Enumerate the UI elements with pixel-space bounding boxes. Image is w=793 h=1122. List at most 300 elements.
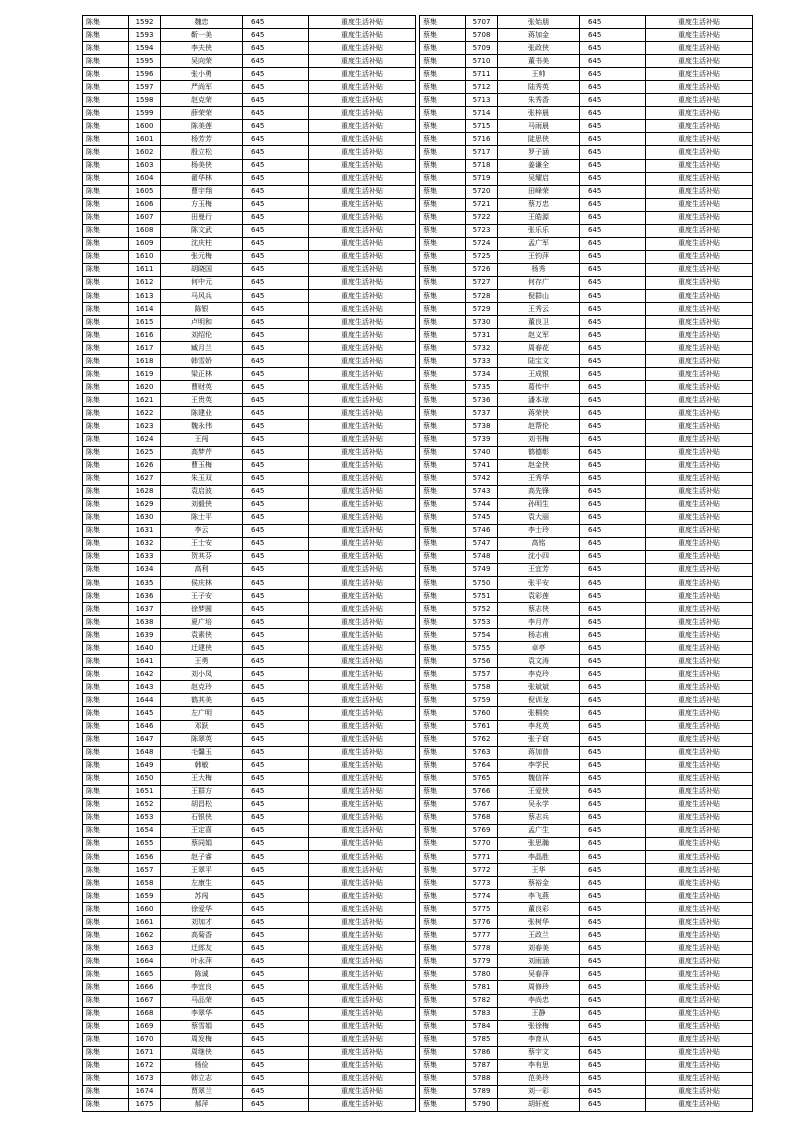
name-cell: 倪训龙: [498, 694, 580, 707]
table-row: [420, 577, 753, 590]
amount-cell: 645: [243, 524, 309, 537]
table-row: [83, 681, 416, 694]
table-row: [83, 616, 416, 629]
subsidy-type-cell: 重度生活补贴: [309, 250, 416, 263]
town-cell: 陈集: [83, 446, 129, 459]
id-cell: 5761: [466, 720, 498, 733]
table-row: [83, 864, 416, 877]
name-cell: 周修玲: [498, 981, 580, 994]
name-cell: 罗子涵: [498, 146, 580, 159]
subsidy-type-cell: 重度生活补贴: [646, 642, 753, 655]
town-cell: 蔡集: [420, 433, 466, 446]
subsidy-type-cell: 重度生活补贴: [646, 342, 753, 355]
amount-cell: 645: [580, 342, 646, 355]
amount-cell: 645: [580, 537, 646, 550]
town-cell: 陈集: [83, 263, 129, 276]
table-row: [420, 642, 753, 655]
table-row: [83, 1059, 416, 1072]
town-cell: 陈集: [83, 68, 129, 81]
name-cell: 赵帮伦: [498, 420, 580, 433]
table-row: [83, 237, 416, 250]
table-row: [83, 289, 416, 302]
amount-cell: 645: [243, 824, 309, 837]
id-cell: 5711: [466, 68, 498, 81]
amount-cell: 645: [580, 707, 646, 720]
amount-cell: 645: [580, 681, 646, 694]
town-cell: 陈集: [83, 537, 129, 550]
subsidy-type-cell: 重度生活补贴: [309, 511, 416, 524]
town-cell: 陈集: [83, 42, 129, 55]
name-cell: 王钧萍: [498, 250, 580, 263]
id-cell: 5787: [466, 1059, 498, 1072]
subsidy-type-cell: 重度生活补贴: [646, 329, 753, 342]
subsidy-type-cell: 重度生活补贴: [646, 381, 753, 394]
table-row: [83, 68, 416, 81]
amount-cell: 645: [243, 1098, 309, 1111]
town-cell: 陈集: [83, 524, 129, 537]
town-cell: 陈集: [83, 133, 129, 146]
subsidy-type-cell: 重度生活补贴: [646, 433, 753, 446]
amount-cell: 645: [243, 616, 309, 629]
id-cell: 5742: [466, 472, 498, 485]
table-row: [83, 955, 416, 968]
town-cell: 蔡集: [420, 120, 466, 133]
amount-cell: 645: [243, 459, 309, 472]
id-cell: 5750: [466, 577, 498, 590]
subsidy-type-cell: 重度生活补贴: [309, 903, 416, 916]
subsidy-type-cell: 重度生活补贴: [646, 785, 753, 798]
table-row: [420, 498, 753, 511]
amount-cell: 645: [243, 537, 309, 550]
name-cell: 陈美莲: [161, 120, 243, 133]
id-cell: 1663: [129, 942, 161, 955]
table-row: [420, 303, 753, 316]
town-cell: 蔡集: [420, 681, 466, 694]
subsidy-type-cell: 重度生活补贴: [309, 1033, 416, 1046]
town-cell: 蔡集: [420, 629, 466, 642]
amount-cell: 645: [580, 577, 646, 590]
name-cell: 李月芹: [498, 616, 580, 629]
name-cell: 薛荣荣: [161, 107, 243, 120]
table-row: [420, 250, 753, 263]
table-row: [420, 942, 753, 955]
table-row: [83, 733, 416, 746]
town-cell: 陈集: [83, 629, 129, 642]
id-cell: 5709: [466, 42, 498, 55]
town-cell: 蔡集: [420, 1085, 466, 1098]
subsidy-type-cell: 重度生活补贴: [646, 133, 753, 146]
name-cell: 靳一美: [161, 29, 243, 42]
id-cell: 5715: [466, 120, 498, 133]
table-row: [420, 1033, 753, 1046]
town-cell: 蔡集: [420, 577, 466, 590]
name-cell: 左广明: [161, 707, 243, 720]
name-cell: 袁启波: [161, 485, 243, 498]
table-row: [83, 968, 416, 981]
name-cell: 王士安: [161, 537, 243, 550]
id-cell: 1661: [129, 916, 161, 929]
table-row: [420, 733, 753, 746]
table-row: [83, 250, 416, 263]
id-cell: 1621: [129, 394, 161, 407]
id-cell: 5740: [466, 446, 498, 459]
id-cell: 1653: [129, 811, 161, 824]
id-cell: 1611: [129, 263, 161, 276]
name-cell: 杨芳芳: [161, 133, 243, 146]
subsidy-type-cell: 重度生活补贴: [646, 563, 753, 576]
table-row: [83, 694, 416, 707]
town-cell: 蔡集: [420, 837, 466, 850]
subsidy-type-cell: 重度生活补贴: [646, 68, 753, 81]
amount-cell: 645: [243, 355, 309, 368]
subsidy-type-cell: 重度生活补贴: [309, 668, 416, 681]
name-cell: 倪群山: [498, 289, 580, 302]
id-cell: 5772: [466, 864, 498, 877]
id-cell: 5716: [466, 133, 498, 146]
id-cell: 5767: [466, 798, 498, 811]
name-cell: 张始朋: [498, 16, 580, 29]
town-cell: 陈集: [83, 864, 129, 877]
amount-cell: 645: [243, 250, 309, 263]
subsidy-type-cell: 重度生活补贴: [646, 420, 753, 433]
amount-cell: 645: [580, 224, 646, 237]
id-cell: 5748: [466, 550, 498, 563]
amount-cell: 645: [580, 42, 646, 55]
name-cell: 李尚忠: [498, 994, 580, 1007]
subsidy-type-cell: 重度生活补贴: [646, 524, 753, 537]
name-cell: 吴耀启: [498, 172, 580, 185]
id-cell: 1597: [129, 81, 161, 94]
town-cell: 陈集: [83, 668, 129, 681]
id-cell: 5741: [466, 459, 498, 472]
id-cell: 1602: [129, 146, 161, 159]
town-cell: 陈集: [83, 1085, 129, 1098]
id-cell: 5713: [466, 94, 498, 107]
table-row: [420, 772, 753, 785]
subsidy-type-cell: 重度生活补贴: [646, 1059, 753, 1072]
subsidy-type-cell: 重度生活补贴: [646, 550, 753, 563]
subsidy-type-cell: 重度生活补贴: [646, 577, 753, 590]
town-cell: 蔡集: [420, 1072, 466, 1085]
subsidy-type-cell: 重度生活补贴: [646, 929, 753, 942]
town-cell: 陈集: [83, 120, 129, 133]
name-cell: 王贵英: [161, 394, 243, 407]
amount-cell: 645: [580, 407, 646, 420]
id-cell: 1654: [129, 824, 161, 837]
id-cell: 5773: [466, 877, 498, 890]
table-row: [420, 668, 753, 681]
amount-cell: 645: [243, 211, 309, 224]
id-cell: 1609: [129, 237, 161, 250]
amount-cell: 645: [243, 420, 309, 433]
name-cell: 吴永学: [498, 798, 580, 811]
table-row: [83, 1098, 416, 1111]
id-cell: 5781: [466, 981, 498, 994]
table-row: [83, 29, 416, 42]
town-cell: 陈集: [83, 616, 129, 629]
name-cell: 韩敏: [161, 759, 243, 772]
subsidy-type-cell: 重度生活补贴: [646, 864, 753, 877]
town-cell: 陈集: [83, 316, 129, 329]
table-row: [420, 472, 753, 485]
table-row: [83, 459, 416, 472]
amount-cell: 645: [243, 329, 309, 342]
town-cell: 陈集: [83, 185, 129, 198]
subsidy-type-cell: 重度生活补贴: [309, 1098, 416, 1111]
town-cell: 蔡集: [420, 29, 466, 42]
table-row: [83, 916, 416, 929]
amount-cell: 645: [243, 68, 309, 81]
amount-cell: 645: [243, 955, 309, 968]
id-cell: 1595: [129, 55, 161, 68]
table-row: [83, 785, 416, 798]
subsidy-type-cell: 重度生活补贴: [309, 94, 416, 107]
id-cell: 1619: [129, 368, 161, 381]
town-cell: 陈集: [83, 1033, 129, 1046]
name-cell: 刘小凤: [161, 668, 243, 681]
table-row: [83, 1020, 416, 1033]
name-cell: 严尚军: [161, 81, 243, 94]
amount-cell: 645: [243, 759, 309, 772]
name-cell: 魏信祥: [498, 772, 580, 785]
subsidy-type-cell: 重度生活补贴: [309, 303, 416, 316]
id-cell: 1592: [129, 16, 161, 29]
name-cell: 蒋加普: [498, 746, 580, 759]
subsidy-type-cell: 重度生活补贴: [309, 329, 416, 342]
id-cell: 1613: [129, 289, 161, 302]
amount-cell: 645: [243, 498, 309, 511]
town-cell: 蔡集: [420, 864, 466, 877]
name-cell: 贺其芬: [161, 550, 243, 563]
town-cell: 陈集: [83, 198, 129, 211]
amount-cell: 645: [580, 498, 646, 511]
name-cell: 王大梅: [161, 772, 243, 785]
id-cell: 5782: [466, 994, 498, 1007]
name-cell: 李克玲: [498, 668, 580, 681]
amount-cell: 645: [243, 590, 309, 603]
subsidy-type-cell: 重度生活补贴: [646, 537, 753, 550]
amount-cell: 645: [243, 146, 309, 159]
table-row: [83, 420, 416, 433]
subsidy-type-cell: 重度生活补贴: [309, 1072, 416, 1085]
name-cell: 王子安: [161, 590, 243, 603]
name-cell: 田峰荣: [498, 185, 580, 198]
town-cell: 陈集: [83, 694, 129, 707]
table-row: [420, 1098, 753, 1111]
table-row: [83, 1072, 416, 1085]
amount-cell: 645: [580, 394, 646, 407]
id-cell: 5719: [466, 172, 498, 185]
subsidy-type-cell: 重度生活补贴: [646, 211, 753, 224]
table-row: [420, 68, 753, 81]
subsidy-type-cell: 重度生活补贴: [309, 629, 416, 642]
amount-cell: 645: [580, 211, 646, 224]
subsidy-type-cell: 重度生活补贴: [309, 107, 416, 120]
subsidy-type-cell: 重度生活补贴: [646, 837, 753, 850]
name-cell: 王华: [498, 864, 580, 877]
town-cell: 陈集: [83, 16, 129, 29]
subsidy-type-cell: 重度生活补贴: [309, 994, 416, 1007]
town-cell: 蔡集: [420, 1098, 466, 1111]
table-row: [420, 759, 753, 772]
table-row: [83, 81, 416, 94]
id-cell: 1640: [129, 642, 161, 655]
amount-cell: 645: [243, 29, 309, 42]
id-cell: 5729: [466, 303, 498, 316]
id-cell: 1651: [129, 785, 161, 798]
town-cell: 蔡集: [420, 916, 466, 929]
amount-cell: 645: [580, 968, 646, 981]
town-cell: 陈集: [83, 368, 129, 381]
name-cell: 张桐奕: [498, 707, 580, 720]
table-row: [420, 446, 753, 459]
table-row: [420, 172, 753, 185]
table-row: [83, 94, 416, 107]
id-cell: 1612: [129, 276, 161, 289]
table-row: [83, 146, 416, 159]
subsidy-type-cell: 重度生活补贴: [309, 498, 416, 511]
name-cell: 张思瀚: [498, 837, 580, 850]
name-cell: 王帅: [498, 68, 580, 81]
name-cell: 刘雨涵: [498, 955, 580, 968]
subsidy-type-cell: 重度生活补贴: [309, 642, 416, 655]
amount-cell: 645: [580, 198, 646, 211]
amount-cell: 645: [580, 772, 646, 785]
town-cell: 蔡集: [420, 798, 466, 811]
table-row: [420, 329, 753, 342]
amount-cell: 645: [580, 864, 646, 877]
name-cell: 张子窈: [498, 733, 580, 746]
town-cell: 陈集: [83, 107, 129, 120]
town-cell: 陈集: [83, 707, 129, 720]
name-cell: 李云: [161, 524, 243, 537]
name-cell: 刘一彩: [498, 1085, 580, 1098]
amount-cell: 645: [580, 1098, 646, 1111]
subsidy-type-cell: 重度生活补贴: [646, 29, 753, 42]
amount-cell: 645: [580, 81, 646, 94]
id-cell: 1594: [129, 42, 161, 55]
table-row: [420, 485, 753, 498]
amount-cell: 645: [580, 616, 646, 629]
id-cell: 1614: [129, 303, 161, 316]
name-cell: 袁素侠: [161, 629, 243, 642]
subsidy-type-cell: 重度生活补贴: [646, 485, 753, 498]
table-row: [83, 798, 416, 811]
subsidy-type-cell: 重度生活补贴: [309, 446, 416, 459]
subsidy-type-cell: 重度生活补贴: [646, 681, 753, 694]
id-cell: 1647: [129, 733, 161, 746]
id-cell: 1600: [129, 120, 161, 133]
table-row: [420, 511, 753, 524]
id-cell: 1646: [129, 720, 161, 733]
id-cell: 5751: [466, 590, 498, 603]
table-row: [83, 381, 416, 394]
subsidy-type-cell: 重度生活补贴: [646, 198, 753, 211]
amount-cell: 645: [243, 133, 309, 146]
id-cell: 5776: [466, 916, 498, 929]
amount-cell: 645: [243, 994, 309, 1007]
subsidy-type-cell: 重度生活补贴: [646, 276, 753, 289]
subsidy-type-cell: 重度生活补贴: [646, 146, 753, 159]
name-cell: 蔡宇文: [498, 1046, 580, 1059]
town-cell: 陈集: [83, 211, 129, 224]
town-cell: 蔡集: [420, 890, 466, 903]
id-cell: 5739: [466, 433, 498, 446]
name-cell: 刘春美: [498, 942, 580, 955]
subsidy-type-cell: 重度生活补贴: [646, 668, 753, 681]
id-cell: 5769: [466, 824, 498, 837]
amount-cell: 645: [580, 433, 646, 446]
id-cell: 1607: [129, 211, 161, 224]
amount-cell: 645: [580, 381, 646, 394]
subsidy-type-cell: 重度生活补贴: [309, 759, 416, 772]
name-cell: 高先锋: [498, 485, 580, 498]
table-row: [420, 994, 753, 1007]
subsidy-type-cell: 重度生活补贴: [646, 590, 753, 603]
amount-cell: 645: [580, 511, 646, 524]
subsidy-type-cell: 重度生活补贴: [309, 655, 416, 668]
table-row: [420, 837, 753, 850]
table-row: [83, 316, 416, 329]
amount-cell: 645: [243, 159, 309, 172]
id-cell: 1674: [129, 1085, 161, 1098]
subsidy-type-cell: 重度生活补贴: [309, 563, 416, 576]
amount-cell: 645: [243, 94, 309, 107]
amount-cell: 645: [243, 837, 309, 850]
town-cell: 蔡集: [420, 407, 466, 420]
id-cell: 5747: [466, 537, 498, 550]
table-row: [420, 720, 753, 733]
amount-cell: 645: [243, 603, 309, 616]
table-row: [420, 224, 753, 237]
subsidy-type-cell: 重度生活补贴: [309, 172, 416, 185]
right-roster-table: [419, 15, 753, 1112]
subsidy-type-cell: 重度生活补贴: [309, 224, 416, 237]
name-cell: 王宜芳: [498, 563, 580, 576]
table-row: [83, 903, 416, 916]
name-cell: 左康生: [161, 877, 243, 890]
town-cell: 蔡集: [420, 590, 466, 603]
amount-cell: 645: [580, 550, 646, 563]
town-cell: 陈集: [83, 968, 129, 981]
subsidy-type-cell: 重度生活补贴: [646, 694, 753, 707]
name-cell: 徐梦圆: [161, 603, 243, 616]
subsidy-type-cell: 重度生活补贴: [646, 185, 753, 198]
town-cell: 蔡集: [420, 1007, 466, 1020]
town-cell: 蔡集: [420, 550, 466, 563]
name-cell: 高铭: [498, 537, 580, 550]
town-cell: 陈集: [83, 459, 129, 472]
name-cell: 吴春萍: [498, 968, 580, 981]
id-cell: 5724: [466, 237, 498, 250]
subsidy-type-cell: 重度生活补贴: [646, 94, 753, 107]
name-cell: 李兆英: [498, 720, 580, 733]
amount-cell: 645: [580, 303, 646, 316]
amount-cell: 645: [243, 929, 309, 942]
town-cell: 蔡集: [420, 316, 466, 329]
town-cell: 蔡集: [420, 668, 466, 681]
town-cell: 蔡集: [420, 537, 466, 550]
name-cell: 朱玉双: [161, 472, 243, 485]
amount-cell: 645: [243, 172, 309, 185]
name-cell: 蔡万忠: [498, 198, 580, 211]
amount-cell: 645: [580, 837, 646, 850]
id-cell: 5756: [466, 655, 498, 668]
town-cell: 蔡集: [420, 81, 466, 94]
amount-cell: 645: [580, 890, 646, 903]
town-cell: 陈集: [83, 824, 129, 837]
name-cell: 贾翠兰: [161, 1085, 243, 1098]
